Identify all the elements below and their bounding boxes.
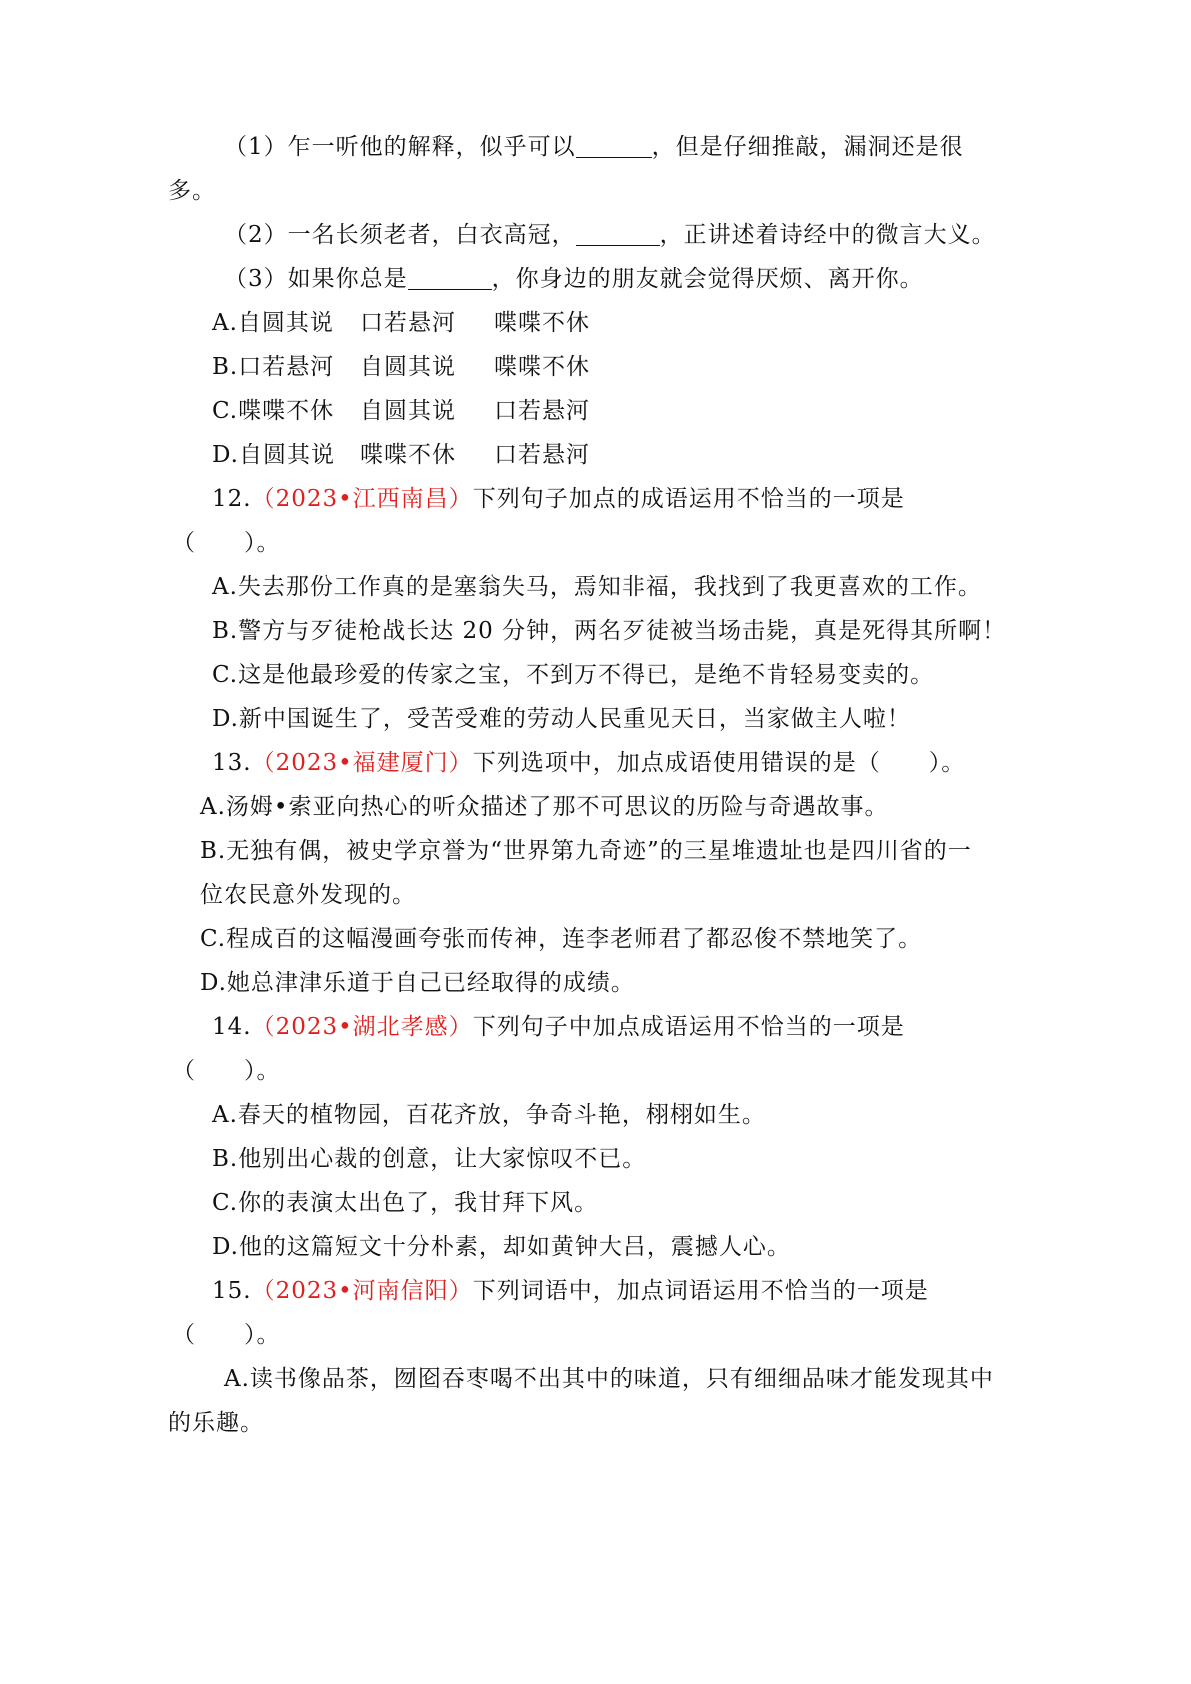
q11-sentence-2: （2）一名长须老者，白衣高冠， ，正讲述着诗经中的微言大义。	[224, 222, 996, 248]
q11-option-a: A.自圆其说 口若悬河 喋喋不休	[212, 310, 590, 336]
q14-option-c: C.你的表演太出色了，我甘拜下风。	[212, 1190, 599, 1216]
answer-blank	[408, 267, 492, 290]
q15-option-a: A.读书像品茶，囫囵吞枣喝不出其中的味道，只有细细品味才能发现其中	[224, 1366, 994, 1392]
q13-option-b: B.无独有偶，被史学京誉为“世界第九奇迹”的三星堆遗址也是四川省的一	[200, 838, 972, 864]
q14-stem: 14.（2023•湖北孝感）下列句子中加点成语运用不恰当的一项是	[212, 1014, 905, 1040]
q12-option-c: C.这是他最珍爱的传家之宝，不到万不得已，是绝不肯轻易变卖的。	[212, 662, 935, 688]
q12-paren: （ ）。	[172, 530, 281, 556]
q11-option-b: B.口若悬河 自圆其说 喋喋不休	[212, 354, 590, 380]
q11-option-d: D.自圆其说 喋喋不休 口若悬河	[212, 442, 590, 468]
q12-option-b: B.警方与歹徒枪战长达 20 分钟，两名歹徒被当场击毙，真是死得其所啊！	[212, 618, 1007, 644]
q11-sentence-1: （1）乍一听他的解释，似乎可以 ，但是仔细推敲，漏洞还是很	[224, 134, 964, 160]
q13-option-b-cont: 位农民意外发现的。	[200, 882, 416, 908]
q12-option-a: A.失去那份工作真的是塞翁失马，焉知非福，我找到了我更喜欢的工作。	[212, 574, 982, 600]
q11-option-c: C.喋喋不休 自圆其说 口若悬河	[212, 398, 590, 424]
q13-option-c: C.程成百的这幅漫画夸张而传神，连李老师君了都忍俊不禁地笑了。	[200, 926, 923, 952]
q14-paren: （ ）。	[172, 1058, 281, 1084]
q13-stem: 13.（2023•福建厦门）下列选项中，加点成语使用错误的是（ ）。	[212, 750, 966, 776]
q15-option-a-cont: 的乐趣。	[168, 1410, 264, 1436]
q12-stem: 12.（2023•江西南昌）下列句子加点的成语运用不恰当的一项是	[212, 486, 905, 512]
q14-option-d: D.他的这篇短文十分朴素，却如黄钟大吕，震撼人心。	[212, 1234, 791, 1260]
q11-sentence-3: （3）如果你总是 ，你身边的朋友就会觉得厌烦、离开你。	[224, 266, 924, 292]
source-tag: （2023•福建厦门）	[251, 750, 473, 776]
source-tag: （2023•河南信阳）	[251, 1278, 473, 1304]
q14-option-a: A.春天的植物园，百花齐放，争奇斗艳，栩栩如生。	[212, 1102, 766, 1128]
q12-option-d: D.新中国诞生了，受苦受难的劳动人民重见天日，当家做主人啦！	[212, 706, 911, 732]
q13-option-d: D.她总津津乐道于自己已经取得的成绩。	[200, 970, 635, 996]
q13-option-a: A.汤姆•索亚向热心的听众描述了那不可思议的历险与奇遇故事。	[200, 794, 889, 820]
answer-blank	[576, 223, 660, 246]
q11-sentence-1-cont: 多。	[168, 178, 216, 204]
source-tag: （2023•江西南昌）	[251, 486, 473, 512]
q15-paren: （ ）。	[172, 1322, 281, 1348]
q15-stem: 15.（2023•河南信阳）下列词语中，加点词语运用不恰当的一项是	[212, 1278, 929, 1304]
answer-blank	[576, 135, 652, 158]
source-tag: （2023•湖北孝感）	[251, 1014, 473, 1040]
q14-option-b: B.他别出心裁的创意，让大家惊叹不已。	[212, 1146, 647, 1172]
